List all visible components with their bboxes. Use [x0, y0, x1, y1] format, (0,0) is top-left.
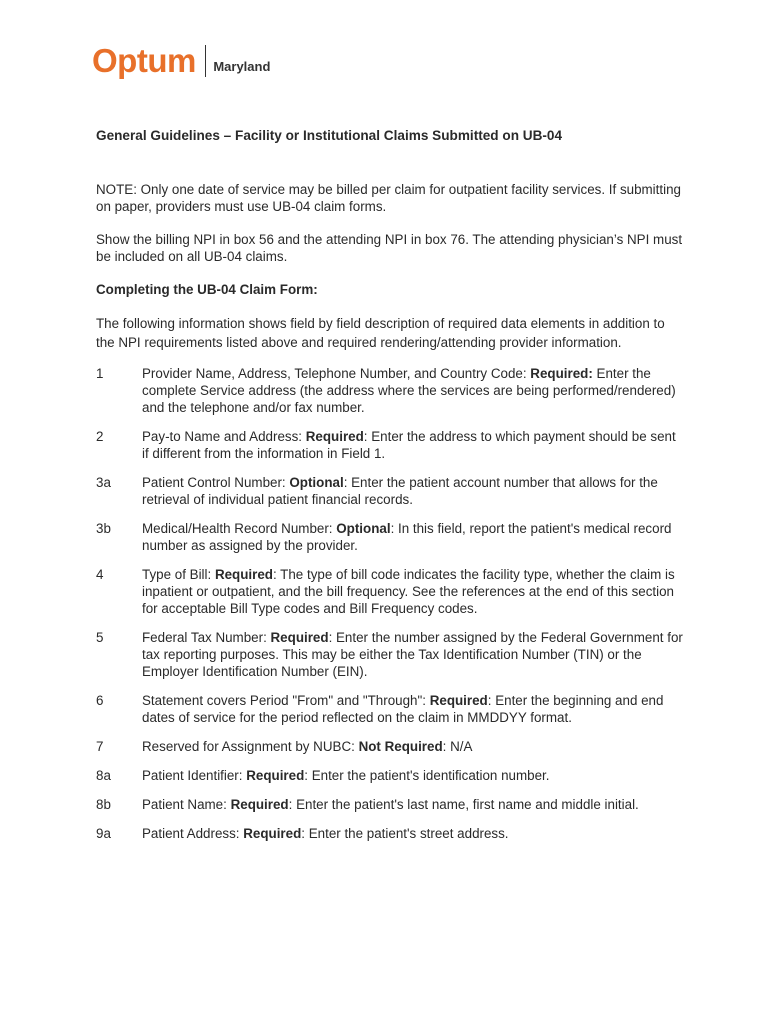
- note-paragraph: NOTE: Only one date of service may be billed per claim for outpatient facility services. If submitting on paper, providers must use UB-04 claim forms.: [96, 182, 681, 214]
- optum-maryland-logo: [92, 44, 270, 77]
- field-number: 9a: [96, 826, 111, 841]
- field-number: 3a: [96, 475, 111, 490]
- field-number: 8a: [96, 768, 111, 783]
- field-number: 2: [96, 429, 104, 444]
- logo-region: Maryland: [213, 59, 271, 74]
- field-description: Federal Tax Number: Required: Enter the number assigned by the Federal Government for tax reporting purposes. This may be either the Tax Identification Number (TIN) or the Employer Identification Number (EIN).: [142, 630, 683, 679]
- field-number: 6: [96, 693, 104, 708]
- field-description: Medical/Health Record Number: Optional: In this field, report the patient's medical record number as assigned by the provider.: [142, 521, 672, 553]
- field-description: Statement covers Period "From" and "Through": Required: Enter the beginning and end dates of service for the period reflected on the claim in MMDDYY format.: [142, 693, 664, 725]
- field-description: Type of Bill: Required: The type of bill code indicates the facility type, whether the claim is inpatient or outpatient, and the bill frequency. See the references at the end of this section for acceptable Bill Type codes and Bill Frequency codes.: [142, 567, 675, 616]
- field-description: Pay-to Name and Address: Required: Enter the address to which payment should be sent if different from the information in Field 1.: [142, 429, 676, 461]
- npi-paragraph: Show the billing NPI in box 56 and the attending NPI in box 76. The attending physician’s NPI must be included on all UB-04 claims.: [96, 232, 683, 264]
- requirement-status: Optional: [336, 521, 391, 536]
- list-item: [96, 738, 686, 755]
- list-item: [96, 629, 686, 680]
- field-number: 5: [96, 630, 104, 645]
- logo-divider: [205, 45, 207, 77]
- list-item: [96, 474, 686, 508]
- field-description: Patient Name: Required: Enter the patient's last name, first name and middle initial.: [142, 797, 639, 812]
- logo-brand: Optum: [92, 42, 196, 79]
- requirement-status: Required: [246, 768, 305, 783]
- field-description: Patient Identifier: Required: Enter the patient's identification number.: [142, 768, 550, 783]
- field-number: 4: [96, 567, 104, 582]
- field-description: Provider Name, Address, Telephone Number, and Country Code: Required: Enter the complete Service address (the address where the services are being performed/rendered) and the telephone and/or fax number.: [142, 366, 676, 415]
- requirement-status: Not Required: [358, 739, 443, 754]
- list-item: [96, 825, 686, 842]
- field-description: Patient Address: Required: Enter the patient's street address.: [142, 826, 509, 841]
- document-title: General Guidelines – Facility or Institutional Claims Submitted on UB-04: [96, 128, 563, 143]
- field-number: 3b: [96, 521, 111, 536]
- requirement-status: Required:: [530, 366, 593, 381]
- field-number: 7: [96, 739, 104, 754]
- field-number: 8b: [96, 797, 111, 812]
- requirement-status: Required: [429, 693, 488, 708]
- requirement-status: Required: [214, 567, 273, 582]
- list-item: [96, 796, 686, 813]
- list-item: [96, 365, 686, 416]
- field-number: 1: [96, 366, 104, 381]
- list-item: [96, 520, 686, 554]
- list-item: [96, 692, 686, 726]
- intro-paragraph: The following information shows field by field description of required data elements in addition to the NPI requirements listed above and required rendering/attending provider information.: [96, 316, 665, 350]
- field-list: [96, 365, 686, 842]
- field-description: Patient Control Number: Optional: Enter the patient account number that allows for the retrieval of individual patient financial records.: [142, 475, 658, 507]
- list-item: [96, 566, 686, 617]
- requirement-status: Required: [230, 797, 289, 812]
- requirement-status: Required: [270, 630, 329, 645]
- list-item: [96, 767, 686, 784]
- field-description: Reserved for Assignment by NUBC: Not Required: N/A: [142, 739, 473, 754]
- document-body: [96, 127, 686, 854]
- requirement-status: Required: [305, 429, 364, 444]
- requirement-status: Optional: [289, 475, 344, 490]
- list-item: [96, 428, 686, 462]
- section-heading: Completing the UB-04 Claim Form:: [96, 282, 318, 297]
- requirement-status: Required: [243, 826, 302, 841]
